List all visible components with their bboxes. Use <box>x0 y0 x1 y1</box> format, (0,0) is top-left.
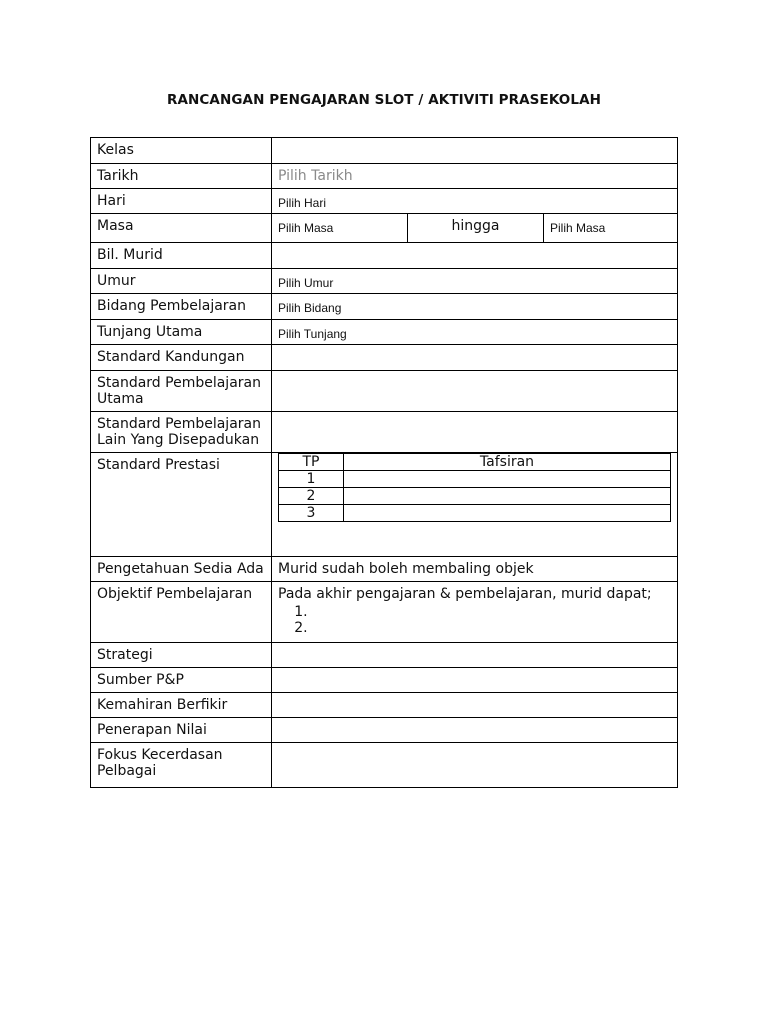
tp-row <box>279 505 671 522</box>
tp-table <box>278 453 671 522</box>
tarikh-label: Tarikh <box>91 164 272 189</box>
nilai-label: Penerapan Nilai <box>91 718 272 743</box>
bidang-dropdown-value: Pilih Bidang <box>278 301 342 315</box>
tunjang-dropdown[interactable] <box>272 320 678 345</box>
objektif-item[interactable] <box>312 620 671 636</box>
standard-kandungan-label: Standard Kandungan <box>91 345 272 371</box>
row-sumber <box>91 668 678 693</box>
tunjang-label: Tunjang Utama <box>91 320 272 345</box>
standard-pembelajaran-utama-field[interactable] <box>272 371 678 412</box>
strategi-field[interactable] <box>272 643 678 668</box>
masa-label: Masa <box>91 214 272 243</box>
hari-dropdown[interactable] <box>272 189 678 214</box>
objektif-intro: Pada akhir pengajaran & pembelajaran, murid dapat; <box>278 586 652 602</box>
sumber-field[interactable] <box>272 668 678 693</box>
bidang-label: Bidang Pembelajaran <box>91 294 272 320</box>
lesson-plan-table <box>90 137 678 788</box>
pengetahuan-field[interactable]: Murid sudah boleh membaling objek <box>272 557 678 582</box>
objektif-list <box>278 604 671 636</box>
tafsiran-field[interactable] <box>344 505 671 522</box>
tp-level: 3 <box>279 505 344 522</box>
objektif-field[interactable] <box>272 582 678 643</box>
masa-cell <box>272 214 678 243</box>
umur-dropdown[interactable] <box>272 269 678 294</box>
standard-kandungan-field[interactable] <box>272 345 678 371</box>
strategi-label: Strategi <box>91 643 272 668</box>
tp-header: TP <box>279 454 344 471</box>
row-standard-pembelajaran-utama <box>91 371 678 412</box>
row-bil-murid <box>91 243 678 269</box>
bidang-dropdown[interactable] <box>272 294 678 320</box>
tp-row <box>279 488 671 505</box>
row-bidang <box>91 294 678 320</box>
bil-murid-label: Bil. Murid <box>91 243 272 269</box>
row-standard-kandungan <box>91 345 678 371</box>
row-hari <box>91 189 678 214</box>
row-nilai <box>91 718 678 743</box>
tafsiran-header: Tafsiran <box>344 454 671 471</box>
tunjang-dropdown-value: Pilih Tunjang <box>278 327 347 341</box>
objektif-label: Objektif Pembelajaran <box>91 582 272 643</box>
kemahiran-label: Kemahiran Berfikir <box>91 693 272 718</box>
row-masa <box>91 214 678 243</box>
standard-prestasi-label: Standard Prestasi <box>91 453 272 557</box>
fokus-field[interactable] <box>272 743 678 788</box>
bil-murid-field[interactable] <box>272 243 678 269</box>
tarikh-date-picker[interactable] <box>272 164 678 189</box>
tp-level: 1 <box>279 471 344 488</box>
standard-pembelajaran-lain-label: Standard Pembelajaran Lain Yang Disepadukan <box>91 412 272 453</box>
tp-level: 2 <box>279 488 344 505</box>
masa-to-value: Pilih Masa <box>550 221 606 235</box>
tarikh-placeholder: Pilih Tarikh <box>278 168 353 184</box>
row-standard-pembelajaran-lain <box>91 412 678 453</box>
tafsiran-field[interactable] <box>344 488 671 505</box>
standard-prestasi-cell <box>272 453 678 557</box>
tp-row <box>279 471 671 488</box>
umur-dropdown-value: Pilih Umur <box>278 276 334 290</box>
umur-label: Umur <box>91 269 272 294</box>
row-tunjang <box>91 320 678 345</box>
masa-from-dropdown[interactable] <box>272 214 408 242</box>
nilai-field[interactable] <box>272 718 678 743</box>
standard-pembelajaran-utama-label: Standard Pembelajaran Utama <box>91 371 272 412</box>
standard-pembelajaran-lain-field[interactable] <box>272 412 678 453</box>
masa-separator: hingga <box>408 214 544 242</box>
pengetahuan-label: Pengetahuan Sedia Ada <box>91 557 272 582</box>
fokus-label: Fokus Kecerdasan Pelbagai <box>91 743 272 788</box>
row-fokus <box>91 743 678 788</box>
row-tarikh <box>91 164 678 189</box>
row-kelas <box>91 138 678 164</box>
row-strategi <box>91 643 678 668</box>
row-umur <box>91 269 678 294</box>
kemahiran-field[interactable] <box>272 693 678 718</box>
tp-header-row <box>279 454 671 471</box>
kelas-label: Kelas <box>91 138 272 164</box>
objektif-item[interactable] <box>312 604 671 620</box>
masa-from-value: Pilih Masa <box>278 221 334 235</box>
hari-label: Hari <box>91 189 272 214</box>
kelas-field[interactable] <box>272 138 678 164</box>
sumber-label: Sumber P&P <box>91 668 272 693</box>
row-objektif <box>91 582 678 643</box>
hari-dropdown-value: Pilih Hari <box>278 196 327 210</box>
page-title: RANCANGAN PENGAJARAN SLOT / AKTIVITI PRASEKOLAH <box>166 92 602 108</box>
row-pengetahuan <box>91 557 678 582</box>
row-standard-prestasi <box>91 453 678 557</box>
tafsiran-field[interactable] <box>344 471 671 488</box>
row-kemahiran <box>91 693 678 718</box>
masa-to-dropdown[interactable] <box>544 214 678 242</box>
